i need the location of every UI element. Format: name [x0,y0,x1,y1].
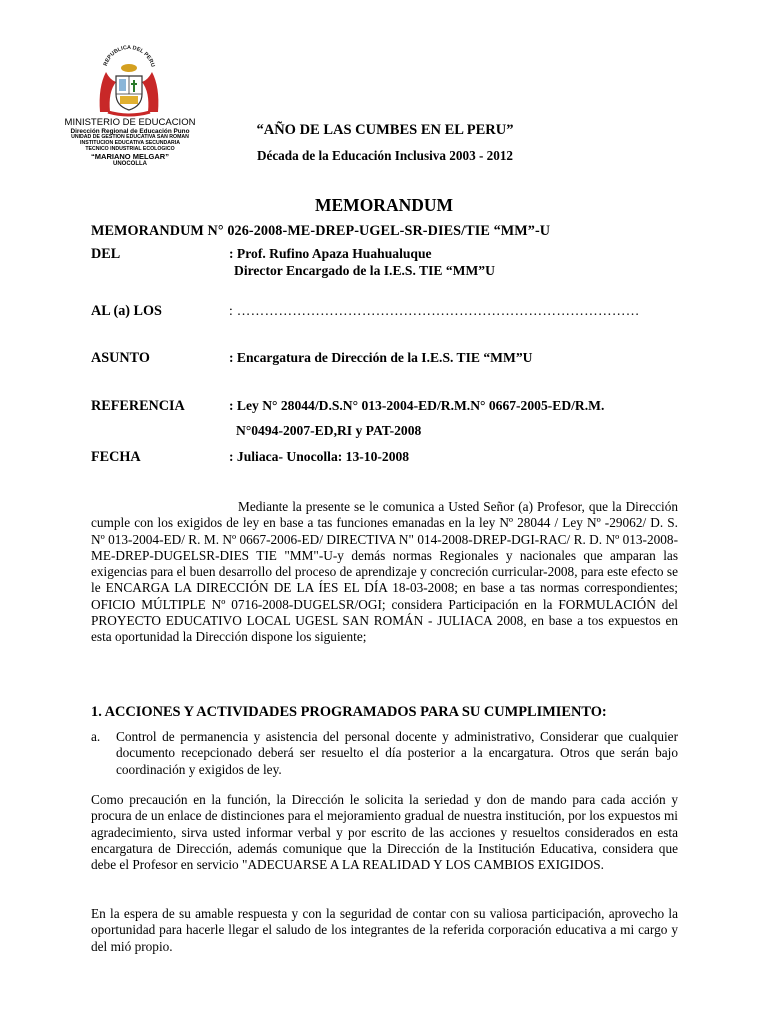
asunto-label: ASUNTO [91,350,150,366]
memorandum-number: MEMORANDUM N° 026-2008-ME-DREP-UGEL-SR-DIES/TIE “MM”-U [91,223,551,239]
referencia-value-1: : Ley N° 28044/D.S.N° 013-2004-ED/R.M.N° 0667-2005-ED/R.M. [229,398,605,413]
del-label: DEL [91,246,121,262]
fecha-label: FECHA [91,449,141,465]
al-value: : …………………………………………………………………………… [229,303,640,318]
decade-motto: Década de la Educación Inclusiva 2003 - 2012 [256,148,514,163]
year-motto: “AÑO DE LAS CUMBES EN EL PERU” [256,122,514,138]
body-paragraph-3: En la espera de su amable respuesta y con la seguridad de contar con su valiosa participación, aprovecho la oportunidad para hacerle llegar el saludo de los integrantes de la referida corporación educativa a mi cargo y del mió propio. [91,906,678,954]
del-value-role: Director Encargado de la I.E.S. TIE “MM”U [234,263,495,278]
section-1-heading: 1. ACCIONES Y ACTIVIDADES PROGRAMADOS PARA SU CUMPLIMIENTO: [91,704,607,720]
ministry-line-1: MINISTERIO DE EDUCACION [64,117,196,128]
peru-coat-of-arms-icon [96,42,162,118]
del-value-name: : Prof. Rufino Apaza Huahualuque [229,246,432,261]
ministry-block [40,118,220,167]
ministry-line-5: TECNICO INDUSTRIAL ECOLOGICO [85,145,175,152]
referencia-label: REFERENCIA [91,398,185,414]
list-item-text: Control de permanencia y asistencia del personal docente y administrativo, Considerar que cualquier documento recepcionado deberá ser resuelto el día posterior a la encargatura. Otros que serán bajo coordinación y exigidos de ley. [116,729,678,777]
referencia-value-2: N°0494-2007-ED,RI y PAT-2008 [236,423,422,438]
ministry-line-6: “MARIANO MELGAR” [91,151,169,161]
body-paragraph-2: Como precaución en la función, la Dirección le solicita la seriedad y don de mando para cada acción y procura de un enlace de distinciones para el mejoramiento gradual de nuestra institución, por los expuestos mi agradecimiento, sirva usted informar verbal y por escrito de las acciones y resueltos considerados en esta encargatura de Dirección, además comunique que la Dirección de la Institución Educativa, considera que debe el Profesor en servicio "ADECUARSE A LA REALIDAD Y LOS CAMBIOS EXIGIDOS. [91,792,678,873]
al-label: AL (a) LOS [91,303,162,319]
ministry-line-7: UNOCOLLA [113,160,147,167]
document-title: MEMORANDUM [314,195,454,215]
body-paragraph-1: Mediante la presente se le comunica a Usted Señor (a) Profesor, que la Dirección cumple con los exigidos de ley en base a tas funciones emanadas en la ley Nº 28044 / Ley Nº -29062/ D. S. Nº 013-2004-ED/ R. M. Nº 0667-2006-ED/ DIRECTIVA N" 014-2008-DREP-DGI-RAC/ R. D. Nº 013-2008-ME-DREP-DUGELSR-DIES TIE "MM"-U-y demás normas Regionales y nacionales que amparan las exigencias para el buen desarrollo del proceso de aprendizaje y concreción curricular-2008, para este efecto se le ENCARGA LA DIRECCIÓN DE LA ÍES EL DÍA 18-03-2008; en base a tas normas correspondientes; OFICIO MÚLTIPLE Nº 0716-2008-DUGELSR/OGI; considera Participación en la FORMULACIÓN del PROYECTO EDUCATIVO LOCAL UGESL SAN ROMÁN - JULIACA 2008, en base a tos expuestos en esta oportunidad la Dirección dispone los siguiente; [91,499,678,645]
crest-text: REPUBLICA DEL PERU [102,44,156,68]
asunto-value: : Encargatura de Dirección de la I.E.S. TIE “MM”U [229,350,533,365]
list-item-marker: a. [91,729,101,744]
ministry-line-2: Dirección Regional de Educación Puno [70,128,190,136]
list-item-a [91,729,678,778]
ministry-line-4: INSTITUCION EDUCATIVA SECUNDARIA [80,140,180,147]
fecha-value: : Juliaca- Unocolla: 13-10-2008 [229,449,410,464]
ministry-line-3: UNIDAD DE GESTION EDUCATIVA SAN ROMAN [71,134,189,141]
